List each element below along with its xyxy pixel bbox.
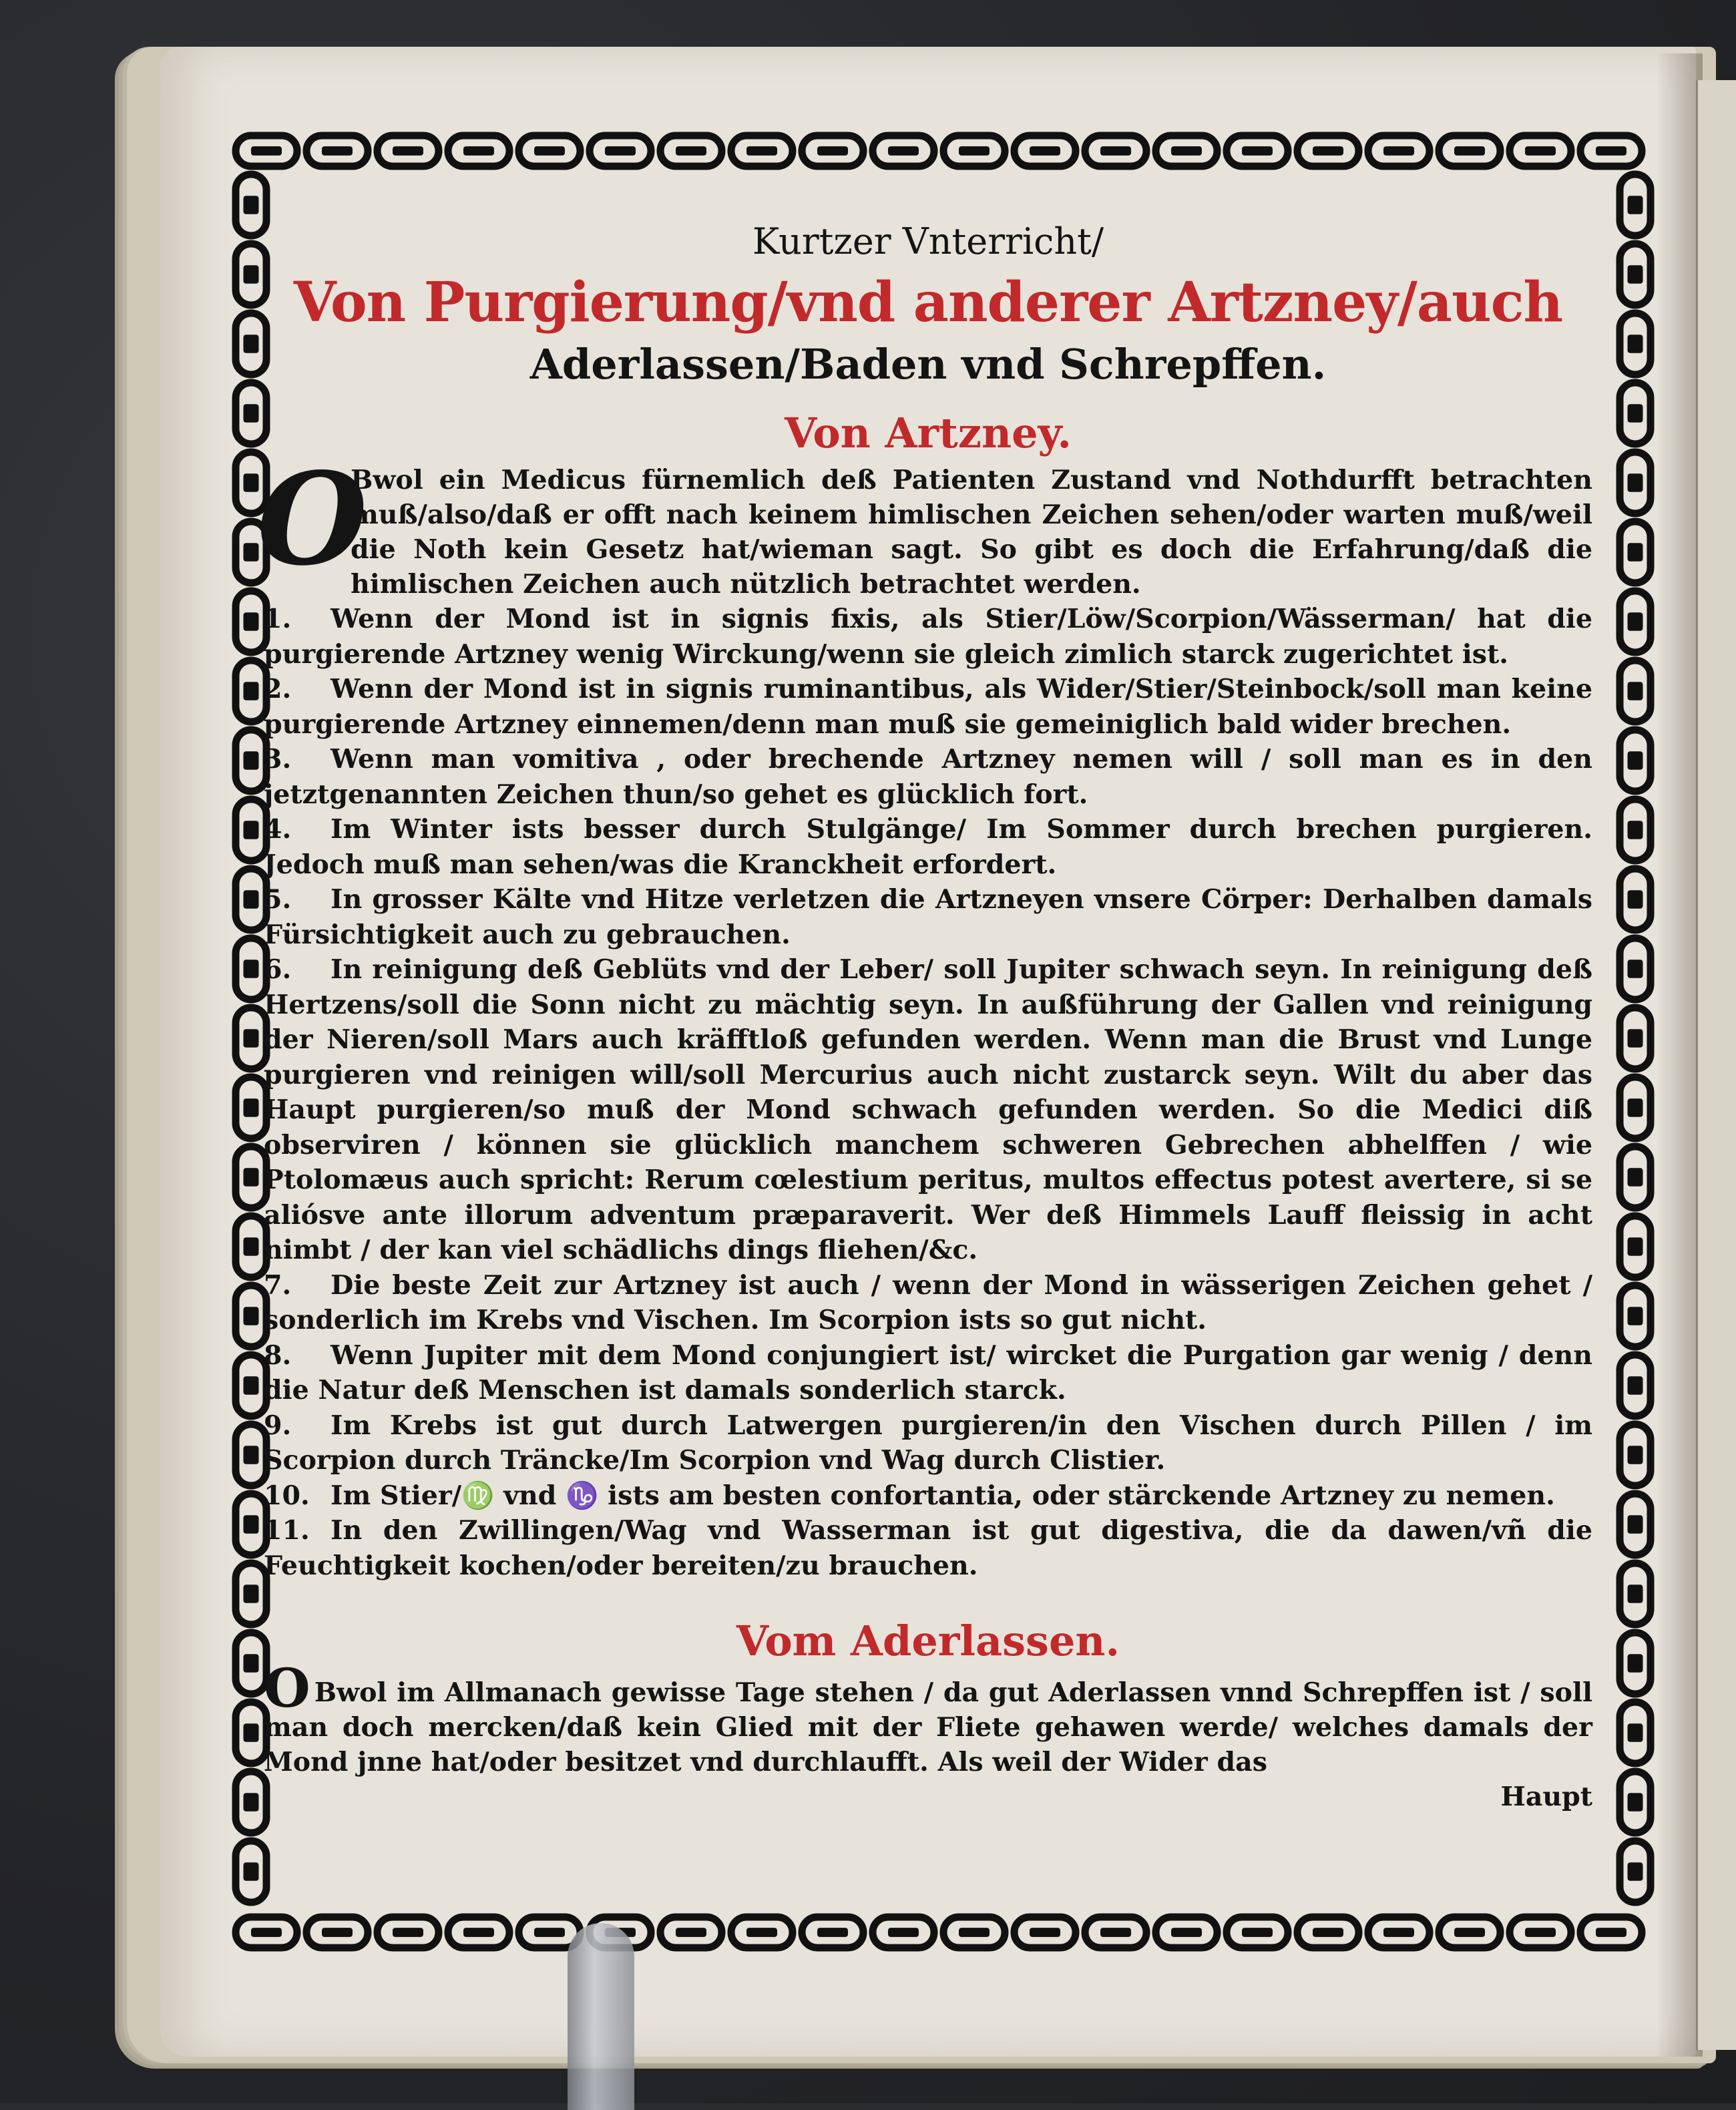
chain-link-core — [244, 1585, 259, 1603]
intro-paragraph — [257, 445, 1592, 602]
chain-link-core — [1454, 146, 1485, 156]
chain-link-core — [1628, 196, 1643, 214]
chain-link-core — [1383, 146, 1414, 156]
chain-link-core — [1628, 1029, 1643, 1048]
rule-number: 4. — [264, 814, 292, 845]
chain-link-core — [1628, 1585, 1643, 1603]
rule-item — [264, 952, 1592, 1268]
title-black: Aderlassen/Baden vnd Schrepffen. — [529, 340, 1327, 389]
chain-link-core — [1628, 1793, 1643, 1812]
chain-link-core — [676, 146, 706, 156]
chain-link-core — [322, 1928, 353, 1937]
chain-link-core — [244, 265, 259, 284]
chain-link-core — [1525, 1928, 1556, 1937]
chain-link-core — [1100, 146, 1131, 156]
rule-text: Wenn Jupiter mit dem Mond conjungiert ist/ wircket die Purgation gar wenig / denn die Natur deß Menschen ist damals sonderlich starck. — [264, 1339, 1592, 1406]
chain-link-core — [888, 146, 919, 156]
rule-item — [264, 1268, 1592, 1338]
rule-number: 2. — [264, 674, 292, 704]
rule-text: In reinigung deß Geblüts vnd der Leber/ soll Jupiter schwach seyn. In reinigung deß Hertzens/soll die Sonn nicht zu mächtig seyn. In außführung der Gallen vnd reinigung der Nieren/soll Mars auch kräfftloß gefunden werden. Wenn man die Brust vnd Lunge purgieren vnd reinigen will/soll Mercurius auch nicht zustarck seyn. Wilt du aber das Haupt purgieren/so muß der Mond schwach gefunden werden. So die Medici diß observiren / können sie glücklich manchem schweren Gebrechen abhelffen / wie Ptolomæus auch spricht: Rerum cœlestium peritus, multos effectus potest avertere, si se aliósve ante illorum adventum præparaverit. Wer deß Himmels Lauff fleissig in acht nimbt / der kan viel schädlichs dings fliehen/&c. — [264, 954, 1592, 1265]
chain-link-core — [244, 751, 259, 770]
page-text — [257, 220, 1592, 1814]
chain-link-core — [393, 146, 423, 156]
chain-link-core — [244, 890, 259, 909]
chain-link-core — [1628, 612, 1643, 631]
chain-link-core — [1628, 682, 1643, 700]
rule-number: 1. — [264, 604, 292, 634]
chain-link-core — [393, 1928, 423, 1937]
chain-link-core — [1313, 1928, 1343, 1937]
chain-link-core — [1525, 146, 1556, 156]
rule-number: 6. — [264, 954, 292, 985]
chain-link-core — [1596, 1928, 1626, 1937]
chain-link-core — [244, 1098, 259, 1117]
chain-link-core — [605, 146, 636, 156]
facing-page-edge — [1696, 80, 1736, 2050]
rule-text: Wenn der Mond ist in signis fixis, als Stier/Löw/Scorpion/Wässerman/ hat die purgierende Artzney wenig Wirckung/wenn sie gleich zimlich starck zugerichtet ist. — [264, 604, 1592, 670]
chain-link-core — [244, 404, 259, 423]
chain-link-core — [1628, 1307, 1643, 1325]
chain-link-core — [1628, 1862, 1643, 1881]
rule-number: 9. — [264, 1410, 292, 1441]
chain-link-core — [1628, 1168, 1643, 1187]
chain-link-core — [244, 1307, 259, 1325]
chain-link-core — [1171, 1928, 1202, 1937]
chain-link-core — [244, 1446, 259, 1464]
chain-link-core — [1242, 1928, 1273, 1937]
chain-link-core — [817, 146, 848, 156]
initial-letter: O — [264, 1657, 310, 1719]
chain-link-core — [1628, 265, 1643, 284]
chain-link-core — [244, 682, 259, 700]
chain-link-core — [1171, 146, 1202, 156]
chain-link-core — [1628, 404, 1643, 423]
chain-link-core — [244, 335, 259, 353]
rule-item — [264, 742, 1592, 812]
chain-link-core — [1454, 1928, 1485, 1937]
chain-link-core — [1628, 1515, 1643, 1534]
rule-number: 3. — [264, 744, 292, 775]
numbered-rules — [264, 602, 1592, 1583]
chain-link-core — [888, 1928, 919, 1937]
chain-link-core — [244, 1376, 259, 1395]
chain-link-core — [244, 1029, 259, 1048]
chain-link-core — [244, 1654, 259, 1673]
rule-number: 10. — [264, 1480, 310, 1511]
chain-link-core — [1628, 890, 1643, 909]
rule-item — [264, 1478, 1592, 1514]
chain-link-core — [1628, 1723, 1643, 1742]
rule-number: 11. — [264, 1515, 310, 1546]
chain-link-core — [1100, 1928, 1131, 1937]
intro-text: Bwol ein Medicus fürnemlich deß Patienten Zustand vnd Nothdurfft betrachten muß/also/daß er offt nach keinem himlischen Zeichen sehen/oder warten muß/weil die Noth kein Gesetz hat/wieman sagt. So gibt es doch die Erfahrung/daß die himlischen Zeichen auch nützlich betrachtet werden. — [351, 465, 1592, 600]
chain-link-core — [534, 1928, 565, 1937]
chain-link-core — [244, 612, 259, 631]
chain-link-core — [1628, 1376, 1643, 1395]
chain-link-core — [1628, 1654, 1643, 1673]
rule-text: Im Winter ists besser durch Stulgänge/ Im Sommer durch brechen purgieren. Jedoch muß man sehen/was die Kranckheit erfordert. — [264, 814, 1592, 880]
chain-link-core — [746, 146, 777, 156]
rule-text: Im Krebs ist gut durch Latwergen purgieren/in den Vischen durch Pillen / im Scorpion durch Träncke/Im Scorpion vnd Wag durch Clistier. — [264, 1410, 1592, 1476]
chain-link-core — [1628, 335, 1643, 353]
chain-link-core — [1030, 146, 1060, 156]
rule-text: In den Zwillingen/Wag vnd Wasserman ist gut digestiva, die da dawen/vñ die Feuchtigkeit kochen/oder bereiten/zu brauchen. — [264, 1515, 1592, 1581]
chain-link-core — [1628, 960, 1643, 978]
chain-link-core — [1313, 146, 1343, 156]
rule-number: 5. — [264, 884, 292, 915]
title-red: Von Purgierung/vnd anderer Artzney/auch — [293, 270, 1563, 335]
chain-link-core — [244, 1793, 259, 1812]
rule-text: Wenn man vomitiva , oder brechende Artzney nemen will / soll man es in den jetztgenannten Zeichen thun/so gehet es glücklich fort. — [264, 744, 1592, 810]
rule-item — [264, 602, 1592, 672]
chain-link-core — [463, 1928, 494, 1937]
chain-link-core — [244, 1168, 259, 1187]
section-heading-artzney: Von Artzney. — [784, 409, 1072, 457]
chain-link-core — [817, 1928, 848, 1937]
chain-link-core — [244, 821, 259, 839]
chain-link-core — [463, 146, 494, 156]
chain-link-core — [746, 1928, 777, 1937]
rule-text: Im Stier/♍ vnd ♑ ists am besten confortantia, oder stärckende Artzney zu nemen. — [331, 1480, 1555, 1511]
heading: Kurtzer Vnterricht/ — [752, 220, 1104, 262]
chain-link-core — [1030, 1928, 1060, 1937]
chain-link-core — [1242, 146, 1273, 156]
section-heading-aderlassen: Vom Aderlassen. — [736, 1617, 1120, 1665]
rule-item — [264, 812, 1592, 882]
catchword: Haupt — [1500, 1781, 1592, 1812]
chain-link-core — [1628, 543, 1643, 562]
chain-link-core — [959, 1928, 990, 1937]
chain-link-core — [1596, 146, 1626, 156]
chain-link-core — [1628, 1098, 1643, 1117]
chain-link-core — [1628, 821, 1643, 839]
chain-link-core — [959, 146, 990, 156]
rule-number: 7. — [264, 1269, 292, 1301]
rule-item — [264, 1338, 1592, 1408]
chain-link-core — [322, 146, 353, 156]
chain-link-core — [1383, 1928, 1414, 1937]
chain-link-core — [244, 1237, 259, 1256]
chain-link-core — [244, 960, 259, 978]
chain-link-core — [1628, 751, 1643, 770]
rule-item — [264, 882, 1592, 952]
rule-text: Wenn der Mond ist in signis ruminantibus, als Wider/Stier/Steinbock/soll man keine purgierende Artzney einnemen/denn man muß sie gemeiniglich bald wider brechen. — [264, 674, 1592, 740]
chain-link-core — [251, 1928, 282, 1937]
chain-link-core — [244, 1862, 259, 1881]
outro-text: Bwol im Allmanach gewisse Tage stehen / da gut Aderlassen vnnd Schrepffen ist / soll man doch mercken/daß kein Glied mit der Fliete gehawen werde/ welches damals der Mond jnne hat/oder besitzet vnd durchlaufft. Als weil der Wider das — [264, 1677, 1592, 1777]
rule-text: In grosser Kälte vnd Hitze verletzen die Artzneyen vnsere Cörper: Derhalben damals Fürsichtigkeit auch zu gebrauchen. — [264, 884, 1592, 950]
chain-link-core — [244, 1515, 259, 1534]
rule-item — [264, 1408, 1592, 1478]
chain-link-core — [534, 146, 565, 156]
rule-text: Die beste Zeit zur Artzney ist auch / wenn der Mond in wässerigen Zeichen gehet / sonderlich im Krebs vnd Vischen. Im Scorpion ists so gut nicht. — [264, 1269, 1592, 1335]
rule-item — [264, 672, 1592, 742]
drop-cap: O — [257, 445, 368, 594]
chain-link-core — [1628, 1446, 1643, 1464]
chain-link-core — [244, 196, 259, 214]
chain-link-core — [676, 1928, 706, 1937]
chain-link-core — [1628, 473, 1643, 492]
rule-item — [264, 1513, 1592, 1583]
chain-link-core — [1628, 1237, 1643, 1256]
chain-link-core — [251, 146, 282, 156]
rule-number: 8. — [264, 1339, 292, 1371]
chain-link-core — [244, 1723, 259, 1742]
outro-paragraph — [264, 1657, 1592, 1779]
holding-finger — [568, 1923, 634, 2110]
